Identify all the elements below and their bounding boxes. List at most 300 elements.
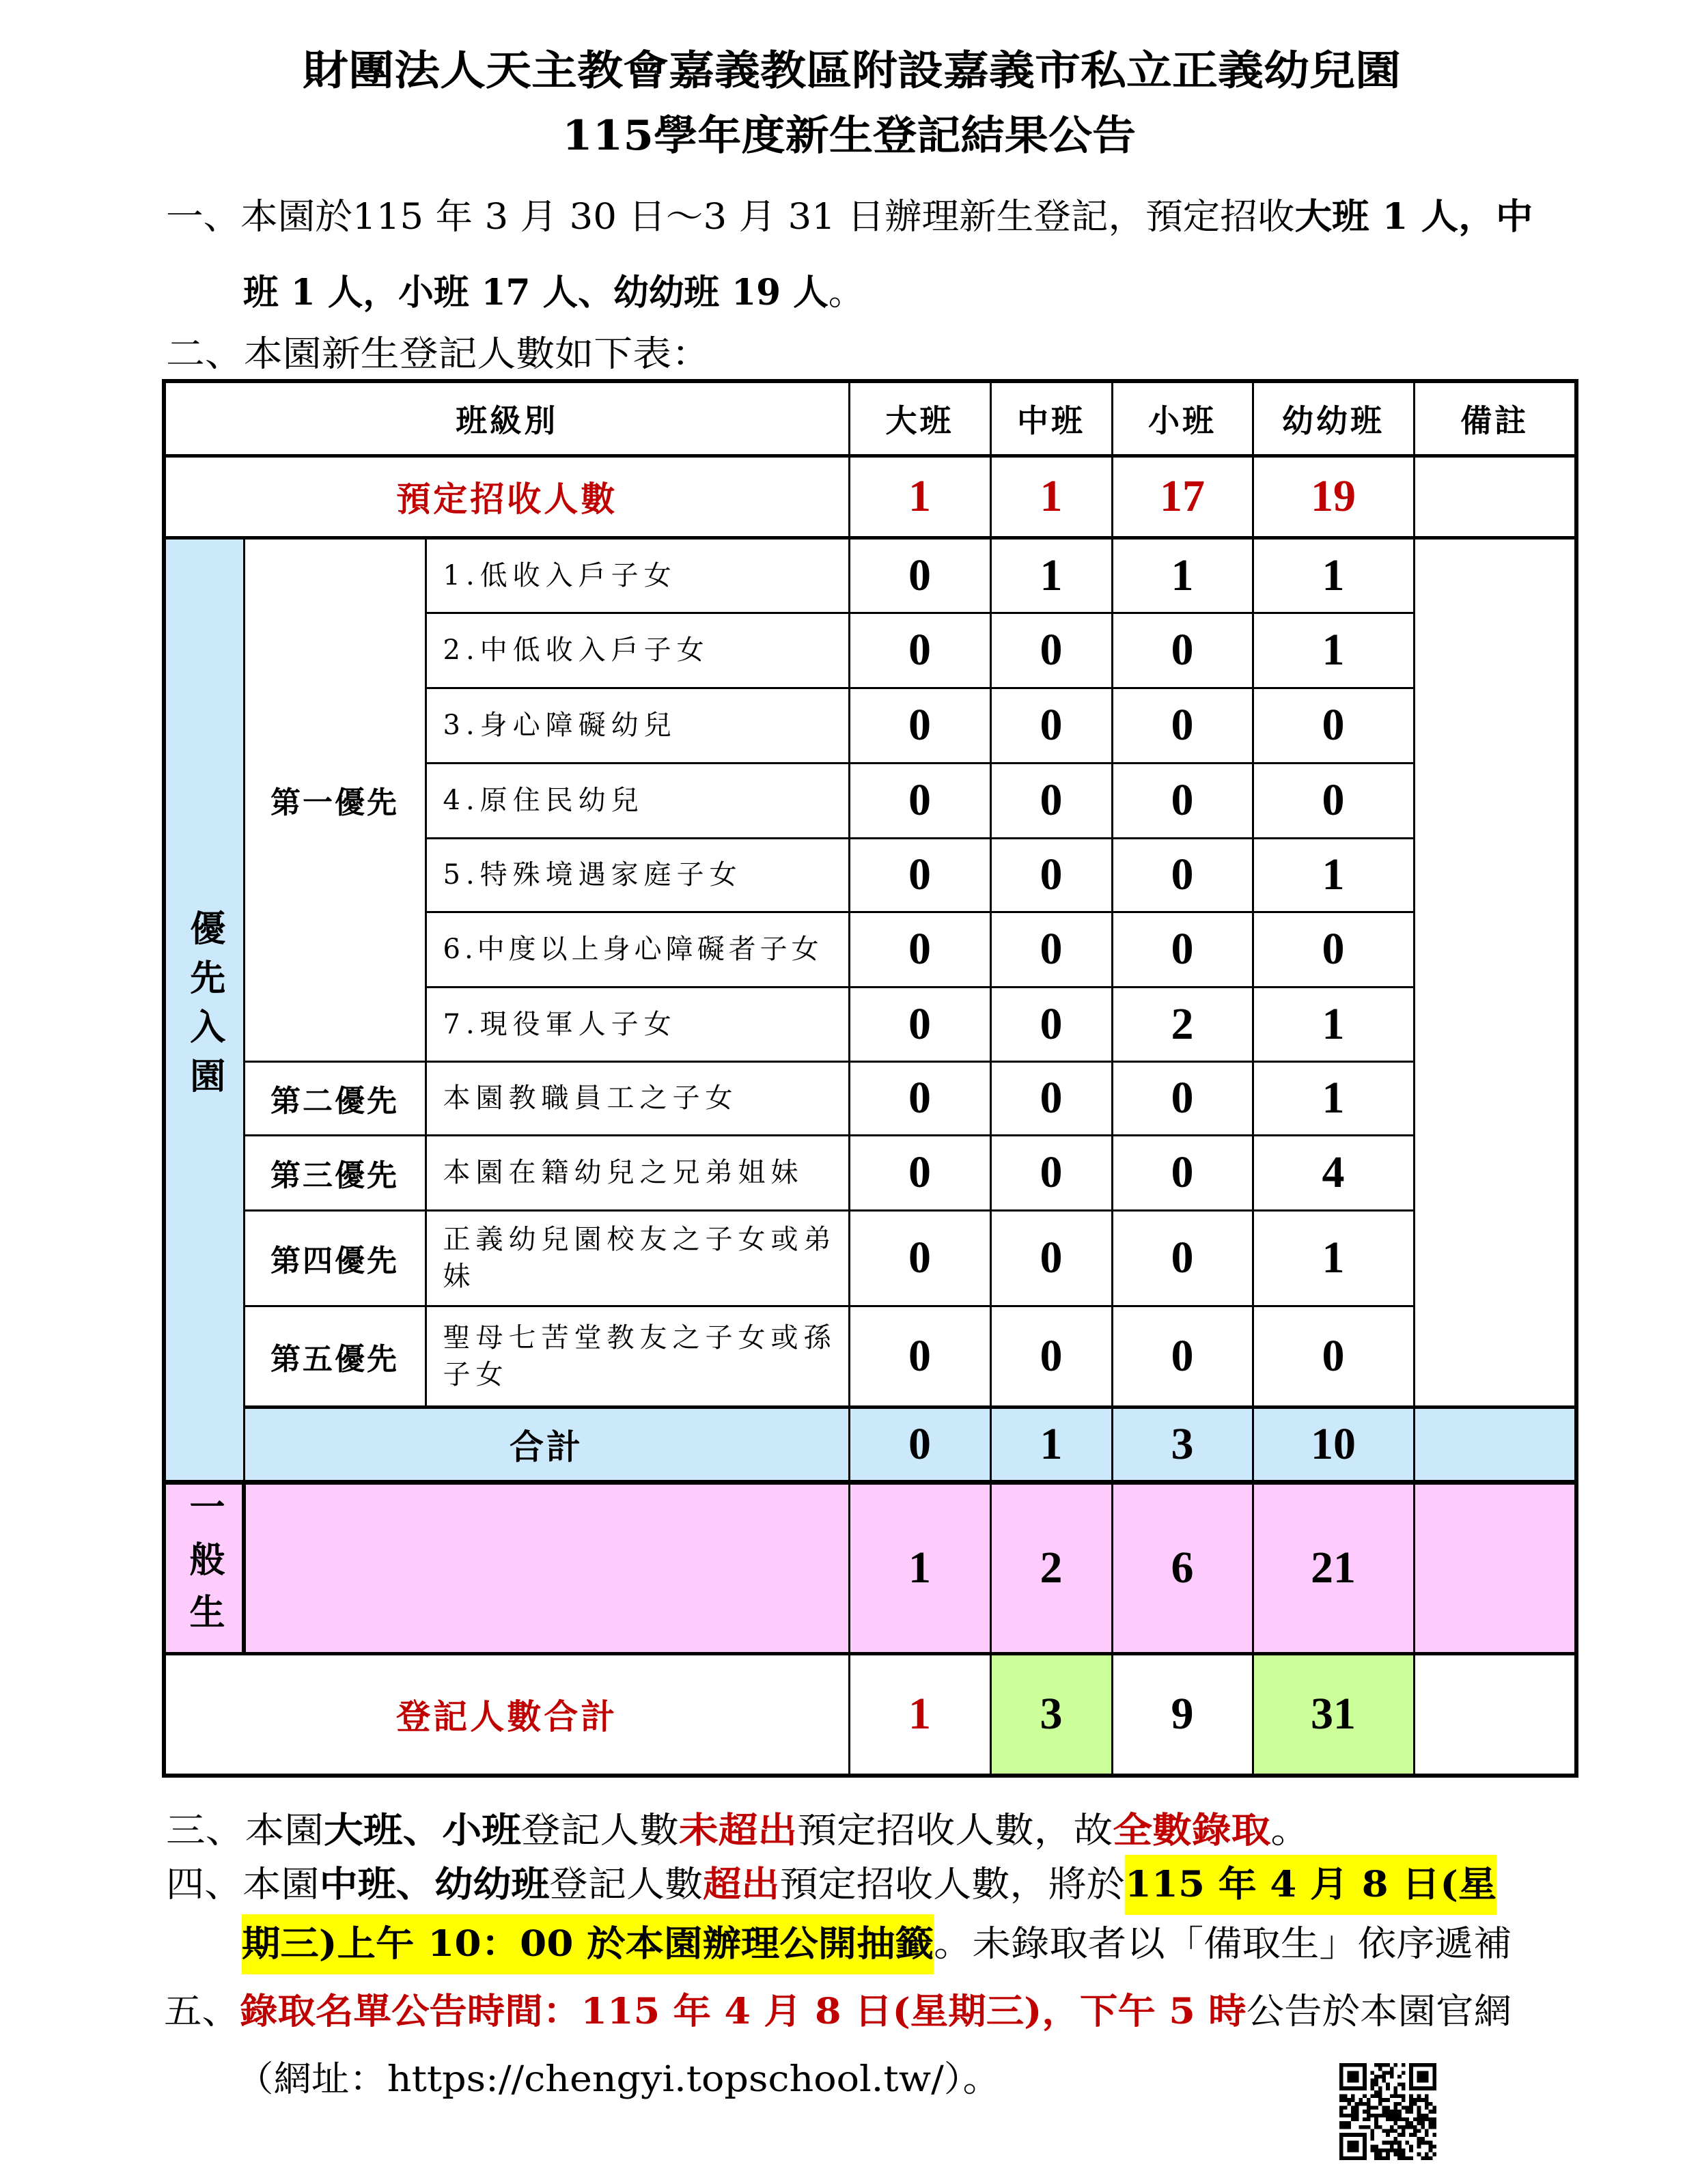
table-header-row [164, 381, 1576, 456]
text-run-red: 錄取名單公告時間：115 年 4 月 8 日(星期三)，下午 5 時 [239, 1991, 1247, 2032]
qr-module [1343, 2063, 1348, 2067]
qr-module [1432, 2071, 1436, 2075]
qr-module [1339, 2067, 1343, 2071]
qr-module [1413, 2098, 1417, 2102]
qr-module [1432, 2063, 1436, 2067]
qr-module [1417, 2063, 1421, 2067]
qr-module [1343, 2094, 1348, 2098]
qr-module [1382, 2079, 1386, 2083]
qr-module [1429, 2063, 1433, 2067]
qr-module [1363, 2067, 1367, 2071]
qr-module [1432, 2079, 1436, 2083]
text-run-bold: 大班、小班 [324, 1810, 521, 1851]
qr-module [1370, 2133, 1374, 2137]
value-cell: 0 [990, 1061, 1112, 1135]
priority-criterion: 6.中度以上身心障礙者子女 [426, 912, 849, 987]
qr-module [1355, 2114, 1359, 2118]
qr-module [1409, 2086, 1413, 2090]
qr-module [1425, 2079, 1429, 2083]
qr-module [1355, 2141, 1359, 2145]
qr-module [1390, 2148, 1394, 2153]
value-cell: 0 [990, 688, 1112, 763]
qr-module [1402, 2071, 1406, 2075]
qr-module [1386, 2156, 1390, 2160]
qr-module [1370, 2086, 1374, 2090]
line-content [236, 2049, 1001, 2110]
priority-level: 第五優先 [244, 1306, 426, 1407]
qr-module [1390, 2071, 1394, 2075]
qr-module [1394, 2090, 1398, 2095]
value-cell: 1 [1253, 537, 1414, 613]
qr-module [1374, 2079, 1378, 2083]
value-cell: 1 [990, 537, 1112, 613]
document-title: 財團法人天主教會嘉義教區附設嘉義市私立正義幼兒園 [303, 47, 1401, 95]
qr-module [1402, 2148, 1406, 2153]
qr-module [1413, 2129, 1417, 2133]
general-blank-cell [244, 1482, 849, 1653]
qr-module [1355, 2063, 1359, 2067]
qr-module [1347, 2098, 1351, 2102]
total-label: 登記人數合計 [164, 1653, 849, 1776]
qr-module [1397, 2133, 1402, 2137]
qr-module [1378, 2090, 1382, 2095]
qr-module [1397, 2082, 1402, 2086]
qr-module [1432, 2121, 1436, 2125]
qr-module [1355, 2110, 1359, 2114]
text-run: 。 [828, 272, 864, 313]
qr-module [1421, 2086, 1425, 2090]
qr-module [1432, 2125, 1436, 2129]
paragraph-5-line-2 [236, 2049, 1001, 2110]
paragraph-1-line-1 [166, 187, 1533, 247]
qr-module [1347, 2079, 1351, 2083]
qr-module [1417, 2075, 1421, 2079]
qr-module [1363, 2133, 1367, 2137]
remarks-cell [1414, 1482, 1576, 1653]
qr-module [1378, 2148, 1382, 2153]
value-cell: 0 [849, 1210, 990, 1306]
qr-module [1355, 2075, 1359, 2079]
qr-module [1370, 2114, 1374, 2118]
qr-module [1367, 2105, 1371, 2110]
total-value-oversubscribed: 31 [1253, 1653, 1414, 1776]
qr-module [1421, 2141, 1425, 2145]
priority-level: 第一優先 [244, 537, 426, 1061]
qr-module [1378, 2086, 1382, 2090]
text-run-red: 全數錄取 [1113, 1810, 1271, 1851]
qr-module [1363, 2153, 1367, 2157]
qr-module [1425, 2118, 1429, 2122]
qr-module [1394, 2105, 1398, 2110]
qr-module [1347, 2114, 1351, 2118]
header-col-large: 大班 [849, 381, 990, 456]
qr-module [1432, 2133, 1436, 2137]
qr-module [1343, 2086, 1348, 2090]
qr-module [1374, 2114, 1378, 2118]
qr-module [1339, 2086, 1343, 2090]
qr-module [1409, 2075, 1413, 2079]
qr-module [1421, 2071, 1425, 2075]
paragraph-4-line-1 [166, 1855, 1496, 1915]
qr-module [1432, 2075, 1436, 2079]
qr-module [1406, 2156, 1410, 2160]
qr-module [1413, 2125, 1417, 2129]
qr-module [1402, 2094, 1406, 2098]
qr-module [1417, 2071, 1421, 2075]
qr-module [1406, 2105, 1410, 2110]
text-run: 一、本園於115 年 3 月 30 日～3 月 31 日辦理新生登記，預定招收 [166, 197, 1295, 238]
qr-module [1425, 2114, 1429, 2118]
qr-module [1347, 2156, 1351, 2160]
value-cell: 4 [1253, 1135, 1414, 1210]
priority-criterion: 正義幼兒園校友之子女或弟妹 [426, 1210, 849, 1306]
qr-module [1390, 2094, 1394, 2098]
qr-module [1397, 2148, 1402, 2153]
qr-module [1402, 2105, 1406, 2110]
qr-module [1421, 2098, 1425, 2102]
qr-module [1413, 2133, 1417, 2137]
line-content [166, 324, 710, 384]
qr-module [1351, 2156, 1355, 2160]
qr-module [1406, 2141, 1410, 2145]
qr-module [1355, 2102, 1359, 2106]
qr-module [1374, 2094, 1378, 2098]
planned-value: 1 [849, 456, 990, 537]
text-run-bold: 中班、幼幼班 [319, 1864, 550, 1905]
qr-module [1355, 2118, 1359, 2122]
qr-module [1402, 2153, 1406, 2157]
value-cell: 0 [1112, 613, 1253, 688]
qr-module [1409, 2110, 1413, 2114]
qr-module [1417, 2129, 1421, 2133]
qr-module [1363, 2063, 1367, 2067]
qr-module [1394, 2063, 1398, 2067]
header-col-remarks: 備註 [1414, 381, 1576, 456]
qr-module [1429, 2086, 1433, 2090]
qr-module [1347, 2102, 1351, 2106]
qr-module [1429, 2144, 1433, 2148]
priority-level: 第四優先 [244, 1210, 426, 1306]
qr-module [1409, 2133, 1413, 2137]
qr-module [1382, 2148, 1386, 2153]
qr-module [1390, 2141, 1394, 2145]
title-line-1 [303, 44, 1401, 98]
qr-module [1347, 2063, 1351, 2067]
qr-module [1382, 2129, 1386, 2133]
qr-module [1382, 2071, 1386, 2075]
qr-module [1343, 2114, 1348, 2118]
table-row-total [164, 1653, 1576, 1776]
qr-module [1386, 2114, 1390, 2118]
paragraph-3-line-1 [166, 1801, 1310, 1861]
qr-module [1397, 2144, 1402, 2148]
table-row-priority-subtotal [164, 1407, 1576, 1482]
qr-module [1378, 2153, 1382, 2157]
qr-module [1374, 2118, 1378, 2122]
qr-module [1382, 2141, 1386, 2145]
text-run: 登記人數 [549, 1864, 704, 1905]
value-cell: 0 [990, 1306, 1112, 1407]
qr-module [1370, 2137, 1374, 2141]
qr-module [1355, 2156, 1359, 2160]
qr-module [1421, 2118, 1425, 2122]
text-run-highlighted: 115 年 4 月 8 日(星 [1125, 1855, 1496, 1915]
qr-module [1409, 2094, 1413, 2098]
qr-module [1355, 2086, 1359, 2090]
qr-module [1339, 2153, 1343, 2157]
value-cell: 0 [849, 1135, 990, 1210]
qr-module [1351, 2141, 1355, 2145]
planned-label: 預定招收人數 [164, 456, 849, 537]
qr-module [1367, 2118, 1371, 2122]
qr-module [1386, 2129, 1390, 2133]
qr-module [1367, 2102, 1371, 2106]
qr-module [1417, 2114, 1421, 2118]
qr-module [1374, 2075, 1378, 2079]
priority-level: 第三優先 [244, 1135, 426, 1210]
qr-module [1351, 2098, 1355, 2102]
qr-module [1425, 2153, 1429, 2157]
line-content [243, 263, 864, 323]
qr-module [1429, 2118, 1433, 2122]
value-cell: 0 [1112, 838, 1253, 912]
value-cell: 1 [1253, 1061, 1414, 1135]
qr-module [1429, 2141, 1433, 2145]
qr-module [1339, 2098, 1343, 2102]
qr-module [1382, 2105, 1386, 2110]
qr-module [1382, 2075, 1386, 2079]
qr-module [1386, 2086, 1390, 2090]
qr-module [1363, 2086, 1367, 2090]
header-col-small: 小班 [1112, 381, 1253, 456]
subtotal-label: 合計 [244, 1407, 849, 1482]
qr-module [1339, 2144, 1343, 2148]
qr-module [1355, 2105, 1359, 2110]
qr-module [1390, 2129, 1394, 2133]
qr-module [1339, 2071, 1343, 2075]
title-line-2-content [562, 109, 1136, 163]
priority-criterion: 2.中低收入戶子女 [426, 613, 849, 688]
value-cell: 0 [1112, 1061, 1253, 1135]
qr-module [1432, 2105, 1436, 2110]
value-cell: 0 [1112, 763, 1253, 838]
qr-module [1347, 2121, 1351, 2125]
qr-module [1351, 2133, 1355, 2137]
website-url-text[interactable]: （網址：https://chengyi.topschool.tw/）。 [236, 2059, 1001, 2100]
table-row-general [164, 1482, 1576, 1653]
qr-module [1413, 2118, 1417, 2122]
value-cell: 0 [1112, 1135, 1253, 1210]
qr-module [1432, 2082, 1436, 2086]
qr-module [1355, 2144, 1359, 2148]
priority-criterion: 5.特殊境遇家庭子女 [426, 838, 849, 912]
qr-module [1417, 2110, 1421, 2114]
qr-module [1406, 2121, 1410, 2125]
qr-module [1363, 2137, 1367, 2141]
qr-module [1390, 2075, 1394, 2079]
qr-module [1370, 2079, 1374, 2083]
qr-module [1339, 2082, 1343, 2086]
qr-module [1432, 2144, 1436, 2148]
qr-module [1397, 2118, 1402, 2122]
subtotal-value: 1 [990, 1407, 1112, 1482]
qr-module [1394, 2102, 1398, 2106]
qr-module [1409, 2071, 1413, 2075]
text-run-red: 超出 [703, 1864, 780, 1905]
qr-module [1406, 2110, 1410, 2114]
qr-module [1425, 2129, 1429, 2133]
qr-module [1363, 2144, 1367, 2148]
qr-module [1397, 2125, 1402, 2129]
qr-module [1394, 2153, 1398, 2157]
priority-criterion: 本園教職員工之子女 [426, 1061, 849, 1135]
general-value: 1 [849, 1482, 990, 1653]
qr-module [1374, 2125, 1378, 2129]
text-run: 預定招收人數，將於 [779, 1864, 1125, 1905]
qr-code [1339, 2063, 1436, 2160]
qr-module [1425, 2094, 1429, 2098]
qr-module [1413, 2086, 1417, 2090]
value-cell: 0 [990, 912, 1112, 987]
value-cell: 0 [1112, 1210, 1253, 1306]
table-row-planned [164, 456, 1576, 537]
qr-module [1425, 2071, 1429, 2075]
qr-module [1347, 2144, 1351, 2148]
qr-module [1397, 2156, 1402, 2160]
qr-module [1390, 2114, 1394, 2118]
planned-value: 17 [1112, 456, 1253, 537]
qr-module [1409, 2063, 1413, 2067]
qr-module [1402, 2118, 1406, 2122]
qr-module [1390, 2125, 1394, 2129]
qr-module [1402, 2098, 1406, 2102]
qr-module [1339, 2079, 1343, 2083]
qr-module [1432, 2110, 1436, 2114]
qr-module [1394, 2086, 1398, 2090]
qr-module [1347, 2086, 1351, 2090]
qr-module [1386, 2071, 1390, 2075]
qr-module [1386, 2098, 1390, 2102]
qr-module [1374, 2105, 1378, 2110]
qr-module [1421, 2125, 1425, 2129]
qr-module [1370, 2144, 1374, 2148]
qr-module [1394, 2121, 1398, 2125]
qr-module [1386, 2148, 1390, 2153]
value-cell: 0 [990, 1135, 1112, 1210]
qr-module [1355, 2079, 1359, 2083]
qr-module [1421, 2121, 1425, 2125]
qr-module [1409, 2144, 1413, 2148]
qr-module [1394, 2148, 1398, 2153]
value-cell: 0 [849, 537, 990, 613]
qr-module [1421, 2063, 1425, 2067]
qr-module [1355, 2148, 1359, 2153]
qr-module [1378, 2067, 1382, 2071]
priority-criterion: 本園在籍幼兒之兄弟姐妹 [426, 1135, 849, 1210]
qr-module [1374, 2063, 1378, 2067]
qr-module [1417, 2094, 1421, 2098]
qr-module [1363, 2156, 1367, 2160]
qr-module [1339, 2121, 1343, 2125]
qr-module [1339, 2110, 1343, 2114]
value-cell: 0 [1112, 688, 1253, 763]
qr-module [1378, 2063, 1382, 2067]
qr-module [1417, 2121, 1421, 2125]
general-value: 21 [1253, 1482, 1414, 1653]
qr-module [1339, 2141, 1343, 2145]
qr-module [1417, 2079, 1421, 2083]
value-cell: 0 [849, 613, 990, 688]
qr-module [1351, 2071, 1355, 2075]
qr-module [1425, 2098, 1429, 2102]
qr-module [1402, 2125, 1406, 2129]
qr-module [1347, 2125, 1351, 2129]
qr-module [1421, 2079, 1425, 2083]
value-cell: 0 [990, 1210, 1112, 1306]
qr-module [1390, 2118, 1394, 2122]
priority-level: 第二優先 [244, 1061, 426, 1135]
qr-module [1417, 2118, 1421, 2122]
value-cell: 1 [1112, 537, 1253, 613]
qr-module [1343, 2121, 1348, 2125]
value-cell: 0 [990, 838, 1112, 912]
qr-module [1397, 2102, 1402, 2106]
qr-module [1343, 2105, 1348, 2110]
qr-module [1363, 2141, 1367, 2145]
qr-module [1370, 2148, 1374, 2153]
priority-criterion: 7.現役軍人子女 [426, 987, 849, 1061]
qr-module [1351, 2063, 1355, 2067]
total-value-oversubscribed: 3 [990, 1653, 1112, 1776]
qr-module [1351, 2118, 1355, 2122]
text-run-red: 未超出 [678, 1810, 798, 1851]
qr-module [1339, 2133, 1343, 2137]
subtotal-value: 3 [1112, 1407, 1253, 1482]
qr-module [1339, 2156, 1343, 2160]
qr-module [1402, 2129, 1406, 2133]
qr-module [1429, 2110, 1433, 2114]
qr-module [1351, 2114, 1355, 2118]
qr-module [1394, 2110, 1398, 2114]
general-value: 6 [1112, 1482, 1253, 1653]
qr-module [1417, 2137, 1421, 2141]
qr-module [1394, 2118, 1398, 2122]
text-run: 二、本園新生登記人數如下表： [166, 334, 711, 375]
header-class-category: 班級別 [164, 381, 849, 456]
value-cell: 0 [849, 688, 990, 763]
qr-module [1351, 2079, 1355, 2083]
qr-module [1378, 2094, 1382, 2098]
qr-module [1386, 2110, 1390, 2114]
qr-module [1374, 2121, 1378, 2125]
text-run: 三、本園 [166, 1810, 324, 1851]
total-value: 1 [849, 1653, 990, 1776]
qr-module [1386, 2133, 1390, 2137]
qr-module [1370, 2129, 1374, 2133]
qr-module [1386, 2082, 1390, 2086]
qr-module [1370, 2105, 1374, 2110]
paragraph-4-line-2 [242, 1914, 1512, 1974]
value-cell: 0 [849, 763, 990, 838]
qr-module [1339, 2105, 1343, 2110]
qr-module [1367, 2110, 1371, 2114]
qr-module [1421, 2137, 1425, 2141]
qr-module [1370, 2094, 1374, 2098]
qr-module [1363, 2094, 1367, 2098]
qr-module [1355, 2133, 1359, 2137]
qr-module [1339, 2075, 1343, 2079]
text-run-highlighted: 期三)上午 10：00 於本園辦理公開抽籤 [242, 1914, 934, 1974]
